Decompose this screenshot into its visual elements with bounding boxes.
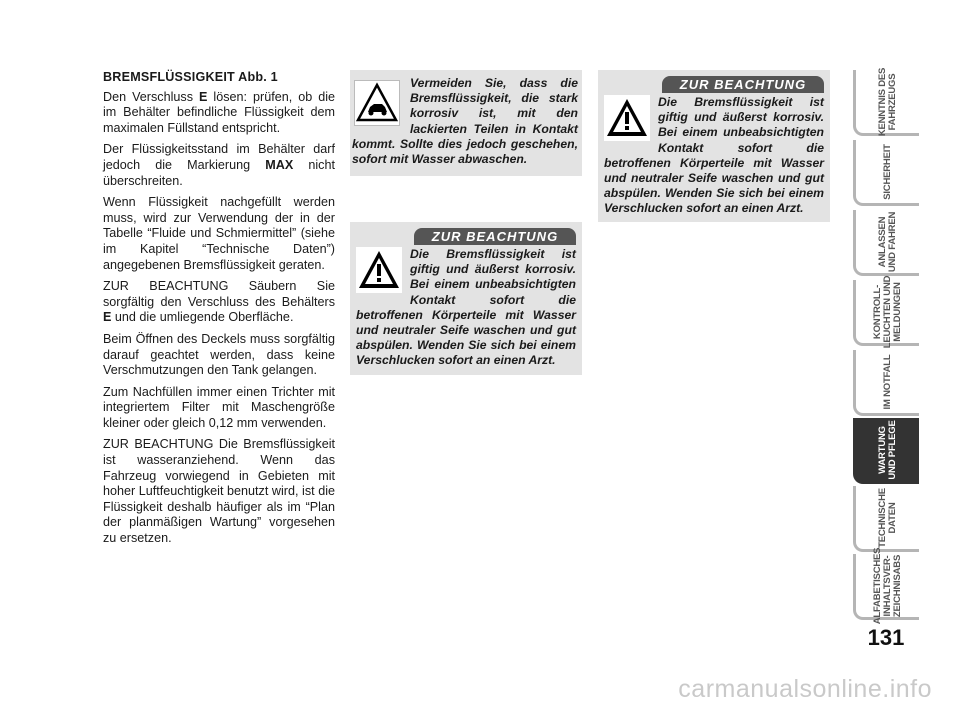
tab-label: SICHERHEIT — [881, 143, 893, 200]
tab-kenntnis-des-fahrzeugs[interactable] — [853, 67, 919, 136]
tab-label: ANLASSEN UND FAHREN — [876, 211, 898, 272]
warning-triangle-icon — [356, 247, 402, 293]
caution-box-middle — [350, 222, 582, 375]
caution-box-right — [598, 70, 830, 222]
paint-warning-text: Vermeiden Sie, dass die Bremsflüssigkeit, die stark korrosiv ist, mit den lackierten Teilen in Kontakt kommt. Sollte dies jedoch geschehen, sofort mit Wasser abwaschen. — [352, 76, 578, 167]
page-number: 131 — [867, 625, 905, 650]
tab-technische-daten[interactable] — [853, 486, 919, 552]
tab-alfabetisches-inhaltsverzeichnis[interactable] — [853, 547, 919, 624]
watermark: carmanualsonline.info — [678, 675, 932, 703]
paragraph-5: Beim Öffnen des Deckels muss sorgfältig darauf geachtet werden, dass keine Verschmutzungen den Tank gelangen. — [103, 331, 335, 378]
paragraph-6: Zum Nachfüllen immer einen Trichter mit integriertem Filter mit Maschengröße kleiner oder gleich 0,12 mm verwenden. — [103, 384, 335, 430]
tab-anlassen-und-fahren[interactable] — [853, 210, 919, 276]
warning-triangle-icon — [604, 95, 650, 141]
tab-label: IM NOTFALL — [881, 354, 893, 409]
tab-label: KONTROLL- LEUCHTEN UND MELDUNGEN — [871, 275, 903, 348]
paragraph-7: ZUR BEACHTUNG Die Bremsflüssigkeit ist wasseranziehend. Wenn das Fahrzeug vorwiegend in Gebieten mit hoher Luftfeuchtigkeit benutzt wird, ist die Flüssigkeit deshalb häufiger als im “Plan der planmäßigen Wartung” vorgesehen zu ersetzen. — [103, 437, 335, 546]
tab-sicherheit[interactable] — [853, 140, 919, 206]
tab-label: ALFABETISCHES INHALTSVER- ZEICHNISABS — [871, 547, 903, 624]
section-heading: BREMSFLÜSSIGKEIT Abb. 1 — [103, 70, 278, 84]
caution-text-right: Die Bremsflüssigkeit ist giftig und äußerst korrosiv. Bei einem unbeabsichtigten Kontakt sofort die betroffenen Körperteile mit Wasser und neutraler Seife waschen und gut abspülen. Wenden Sie sich bei einem Verschlucken sofort an einen Arzt. — [604, 95, 824, 216]
tab-label: WARTUNG UND PFLEGE — [876, 419, 898, 480]
paragraph-2: Der Flüssigkeitsstand im Behälter darf jedoch die Markierung MAX nicht überschreiten. — [103, 142, 335, 188]
paint-warning-box — [350, 70, 582, 176]
car-paint-warning-icon — [354, 80, 400, 126]
caution-text-middle: Die Bremsflüssigkeit ist giftig und äußerst korrosiv. Bei einem unbeabsichtigten Kontakt sofort die betroffenen Körperteile mit Wasser und neutraler Seife waschen und gut abspülen. Wenden Sie sich bei einem Verschlucken sofort an einen Arzt. — [356, 247, 576, 368]
tab-label: KENNTNIS DES FAHRZEUGS — [876, 67, 898, 136]
paragraph-3: Wenn Flüssigkeit nachgefüllt werden muss, wird zur Verwendung der in der Tabelle “Fluide und Schmiermittel” (siehe im Kapitel “Technische Daten”) angegebenen Bremsflüssigkeit geraten. — [103, 195, 335, 272]
paragraph-4: ZUR BEACHTUNG Säubern Sie sorgfältig den Verschluss des Behälters E und die umliegende Oberfläche. — [103, 279, 335, 325]
tab-wartung-und-pflege[interactable] — [853, 418, 919, 484]
main-text-column — [103, 70, 335, 553]
tab-im-notfall[interactable] — [853, 350, 919, 416]
paragraph-1: Den Verschluss E lösen: prüfen, ob die im Behälter befindliche Flüssigkeit dem maximalen Füllstand entspricht. — [103, 89, 336, 135]
tab-kontrollleuchten[interactable] — [853, 275, 919, 348]
tab-label: TECHNISCHE DATEN — [876, 487, 898, 548]
caution-banner: ZUR BEACHTUNG — [414, 228, 576, 245]
caution-banner: ZUR BEACHTUNG — [662, 76, 824, 93]
